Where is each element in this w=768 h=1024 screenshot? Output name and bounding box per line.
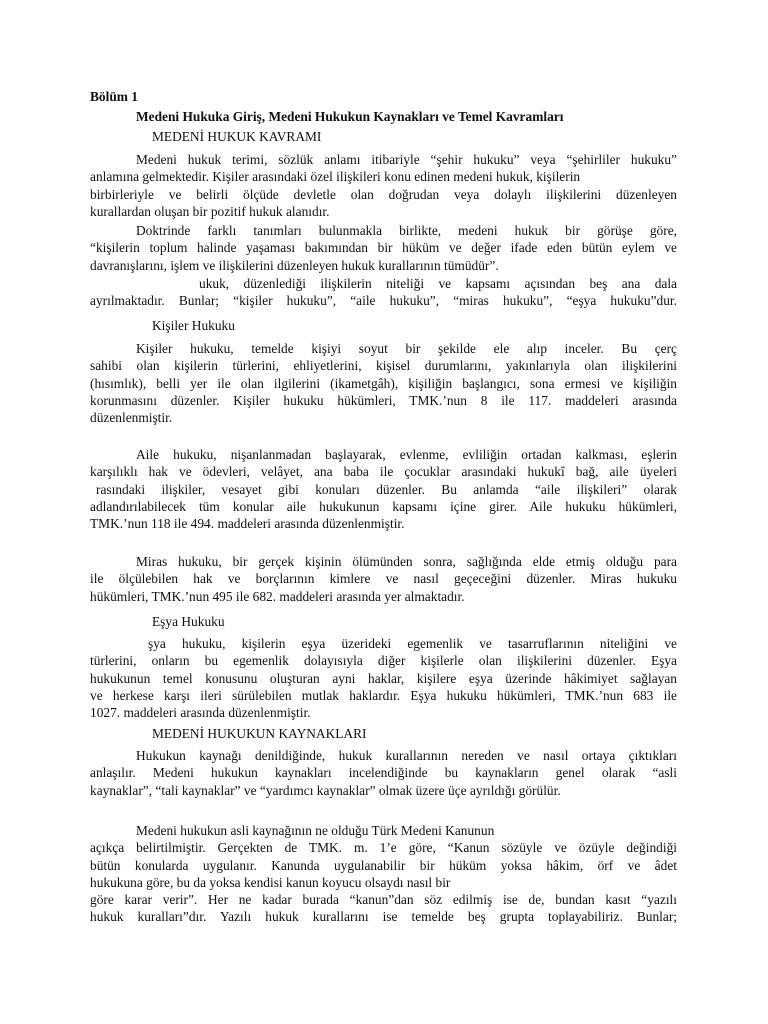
paragraph-kisiler-hukuku: [90, 340, 677, 426]
text-line: ile ölçülebilen hak ve borçlarının kimlere ve nasıl geçeceğini düzenler. Miras hukuku: [90, 571, 677, 587]
text-line: TMK.’nun 118 ile 494. maddeleri arasında düzenlenmiştir.: [90, 516, 405, 532]
paragraph-definition: [90, 151, 677, 220]
text-line: Aile hukuku, nişanlanmadan başlayarak, evlenme, evliliğin ortadan kalkması, eşlerin: [136, 447, 677, 462]
text-line: hukukunun temel konusunu oluşturan ayni haklar, kişilere eşya üzerinde hâkimiyet sağlayan: [90, 670, 677, 686]
text-line: 1027. maddeleri arasında düzenlenmiştir.: [90, 705, 311, 721]
text-line: ukuk, düzenlediği ilişkilerin niteliği ve kapsamı açısından beş ana dala: [199, 276, 677, 291]
paragraph-aile-hukuku: [90, 446, 677, 532]
text-line: göre karar verir”. Her ne kadar burada “kanun”dan söz edilmiş ise de, bundan kasıt “yazılı: [90, 892, 677, 908]
section-heading-medeni-hukukun-kaynaklari: MEDENİ HUKUKUN KAYNAKLARI: [152, 726, 367, 741]
text-line: Medeni hukuk terimi, sözlük anlamı itibariyle “şehir hukuku” veya “şehirliler hukuku”: [136, 152, 677, 167]
paragraph-esya-hukuku: [90, 635, 677, 721]
text-line: Miras hukuku, bir gerçek kişinin ölümünden sonra, sağlığında elde etmiş olduğu para: [136, 554, 677, 569]
text-line: davranışlarını, işlem ve ilişkilerini düzenleyen hukuk kurallarının tümüdür”.: [90, 257, 499, 273]
text-line: kurallardan oluşan bir pozitif hukuk alanıdır.: [90, 203, 330, 219]
text-line: sahibi olan kişilerin türlerini, ehliyetlerini, kişisel durumlarını, yakınlarıyla olan ilişkilerini: [90, 358, 677, 374]
text-line: birbirleriyle ve belirli ölçüde devletle olan doğrudan veya dolaylı ilişkilerini düzenleyen: [90, 186, 677, 202]
subheading-kisiler-hukuku: Kişiler Hukuku: [152, 318, 235, 333]
section-heading-medeni-hukuk-kavrami: MEDENİ HUKUK KAVRAMI: [152, 129, 322, 144]
text-line: rasındaki ilişkiler, vesayet gibi konuları düzenler. Bu anlamda “aile ilişkileri” olarak: [96, 481, 677, 497]
text-line: türlerini, onların bu egemenlik dolayısıyla diğer kişilerle olan ilişkilerini düzenler. Eşya: [90, 653, 677, 669]
text-line: korunmasını düzenler. Kişiler hukuku hükümleri, TMK.’nun 8 ile 117. maddeleri arasında: [90, 392, 677, 408]
text-line: Hukukun kaynağı denildiğinde, hukuk kurallarının nereden ve nasıl ortaya çıktıkları: [136, 748, 677, 763]
text-line: hukukuna göre, bu da yoksa kendisi kanun koyucu olsaydı nasıl bir: [90, 874, 451, 890]
text-line: düzenlenmiştir.: [90, 410, 173, 426]
text-line: şya hukuku, kişilerin eşya üzerideki egemenlik ve tasarruflarının niteliğini ve: [148, 636, 677, 651]
text-line: hukuk kuralları”dır. Yazılı hukuk kurallarını ise temelde beş grupta toplayabiliriz. Bunlar;: [90, 909, 677, 925]
text-line: adlandırılabilecek tüm konular aile hukukunun kapsamı içine girer. Aile hukuku hükümleri,: [90, 498, 677, 514]
text-line: açıkça belirtilmiştir. Gerçekten de TMK. m. 1’e göre, “Kanun sözüyle ve özüyle değindiği: [90, 840, 677, 856]
text-line: karşılıklı hak ve ödevleri, velâyet, ana baba ile çocuklar arasındaki hukukî bağ, aile üyeleri: [90, 464, 677, 480]
text-line: ayrılmaktadır. Bunlar; “kişiler hukuku”, “aile hukuku”, “miras hukuku”, “eşya hukuku”dur.: [90, 293, 677, 309]
text-line: kaynaklar”, “tali kaynaklar” ve “yardımcı kaynaklar” olmak üzere üçe ayrıldığı görülür.: [90, 782, 561, 798]
paragraph-branches: [90, 275, 677, 310]
text-line: “kişilerin toplum halinde yaşaması bakımından bir hüküm ve değer ifade eden bütün eylem ve: [90, 240, 677, 256]
paragraph-kaynaklar: [90, 747, 677, 799]
text-line: bütün konularda uygulanır. Kanunda uygulanabilir bir hüküm yoksa hâkim, örf ve âdet: [90, 857, 677, 873]
chapter-title: Medeni Hukuka Giriş, Medeni Hukukun Kaynakları ve Temel Kavramları: [136, 109, 564, 124]
text-line: anlaşılır. Medeni hukukun kaynakları incelendiğinde bu kaynakların genel olarak “asli: [90, 765, 677, 781]
text-line: ve herkese karşı ileri sürülebilen mutlak haklardır. Eşya hukuku hükümleri, TMK.’nun 683 ile: [90, 687, 677, 703]
text-line: (hısımlık), belli yer ile olan ilgilerini (ikametgâh), kişiliğin başlangıcı, sona ermesi ve kişiliğin: [90, 375, 677, 391]
text-line: Kişiler hukuku, temelde kişiyi soyut bir şekilde ele alıp inceler. Bu çerç: [136, 341, 677, 356]
paragraph-asli-kaynak: [90, 822, 677, 926]
paragraph-miras-hukuku: [90, 553, 677, 605]
text-line: anlamına gelmektedir. Kişiler arasındaki özel ilişkileri konu edinen medeni hukuk, kişilerin: [90, 169, 581, 185]
paragraph-doctrine: [90, 222, 677, 274]
chapter-label: Bölüm 1: [90, 89, 138, 104]
text-line: hükümleri, TMK.’nun 495 ile 682. maddeleri arasında yer almaktadır.: [90, 588, 465, 604]
subheading-esya-hukuku: Eşya Hukuku: [152, 614, 225, 629]
text-line: Doktrinde farklı tanımları bulunmakla birlikte, medeni hukuk bir görüşe göre,: [136, 223, 677, 238]
text-line: Medeni hukukun asli kaynağının ne olduğu Türk Medeni Kanunun: [136, 823, 495, 838]
